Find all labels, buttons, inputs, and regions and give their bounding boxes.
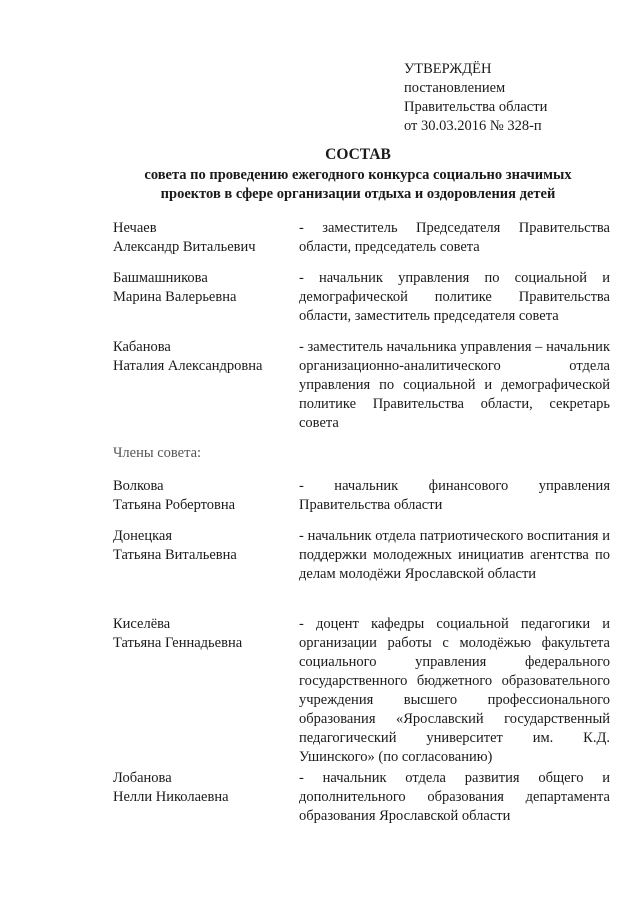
person-role: - заместитель начальника управления – начальник организационно-аналитического отдела управления по социальной и демографической политике Правительства области, секретарь совета bbox=[299, 339, 610, 431]
person-given-names: Татьяна Робертовна bbox=[113, 497, 236, 513]
person-name bbox=[113, 477, 299, 515]
document-subtitle-line: совета по проведению ежегодного конкурса социально значимых bbox=[144, 167, 572, 183]
person-role: - доцент кафедры социальной педагогики и организации работы с молодёжью факультета социального управления федерального государственного бюджетного образовательного учреждения высшего профессионального образования «Ярославский государственный педагогический университет им. К.Д. Ушинского» (по согласованию) bbox=[299, 616, 610, 765]
document-header bbox=[108, 144, 608, 204]
council-entry bbox=[113, 338, 610, 433]
person-name bbox=[113, 338, 299, 433]
approval-line: постановлением bbox=[404, 80, 506, 96]
approval-heading: УТВЕРЖДЁН bbox=[404, 61, 492, 77]
council-entry bbox=[113, 219, 610, 257]
approval-date: от 30.03.2016 № 328-п bbox=[404, 118, 542, 134]
person-surname: Нечаев bbox=[113, 220, 157, 236]
person-role: - начальник отдела развития общего и дополнительного образования департамента образования Ярославской области bbox=[299, 770, 610, 824]
person-name bbox=[113, 269, 299, 326]
person-role: - начальник отдела патриотического воспитания и поддержки молодежных инициатив агентства по делам молодёжи Ярославской области bbox=[299, 528, 610, 582]
person-surname: Лобанова bbox=[113, 770, 172, 786]
person-name bbox=[113, 769, 299, 826]
person-given-names: Нелли Николаевна bbox=[113, 789, 229, 805]
person-surname: Кабанова bbox=[113, 339, 171, 355]
approval-stamp bbox=[404, 60, 624, 136]
person-role: - заместитель Председателя Правительства области, председатель совета bbox=[299, 220, 610, 255]
person-name bbox=[113, 527, 299, 584]
members-label: Члены совета: bbox=[113, 445, 202, 461]
council-entry bbox=[113, 477, 610, 515]
person-name bbox=[113, 615, 299, 767]
person-surname: Киселёва bbox=[113, 616, 171, 632]
person-given-names: Наталия Александровна bbox=[113, 358, 263, 374]
person-role: - начальник финансового управления Правительства области bbox=[299, 478, 610, 513]
approval-line: Правительства области bbox=[404, 99, 548, 115]
person-surname: Волкова bbox=[113, 478, 164, 494]
person-surname: Башмашникова bbox=[113, 270, 208, 286]
person-given-names: Александр Витальевич bbox=[113, 239, 256, 255]
council-entry bbox=[113, 769, 610, 826]
person-role: - начальник управления по социальной и демографической политике Правительства области, заместитель председателя совета bbox=[299, 270, 610, 324]
person-given-names: Татьяна Витальевна bbox=[113, 547, 237, 563]
person-name bbox=[113, 219, 299, 257]
council-entry bbox=[113, 527, 610, 584]
council-entry bbox=[113, 269, 610, 326]
document-subtitle-line: проектов в сфере организации отдыха и оздоровления детей bbox=[160, 186, 556, 202]
document-title: СОСТАВ bbox=[325, 146, 391, 163]
person-given-names: Марина Валерьевна bbox=[113, 289, 237, 305]
person-surname: Донецкая bbox=[113, 528, 173, 544]
person-given-names: Татьяна Геннадьевна bbox=[113, 635, 243, 651]
council-entry bbox=[113, 615, 610, 767]
